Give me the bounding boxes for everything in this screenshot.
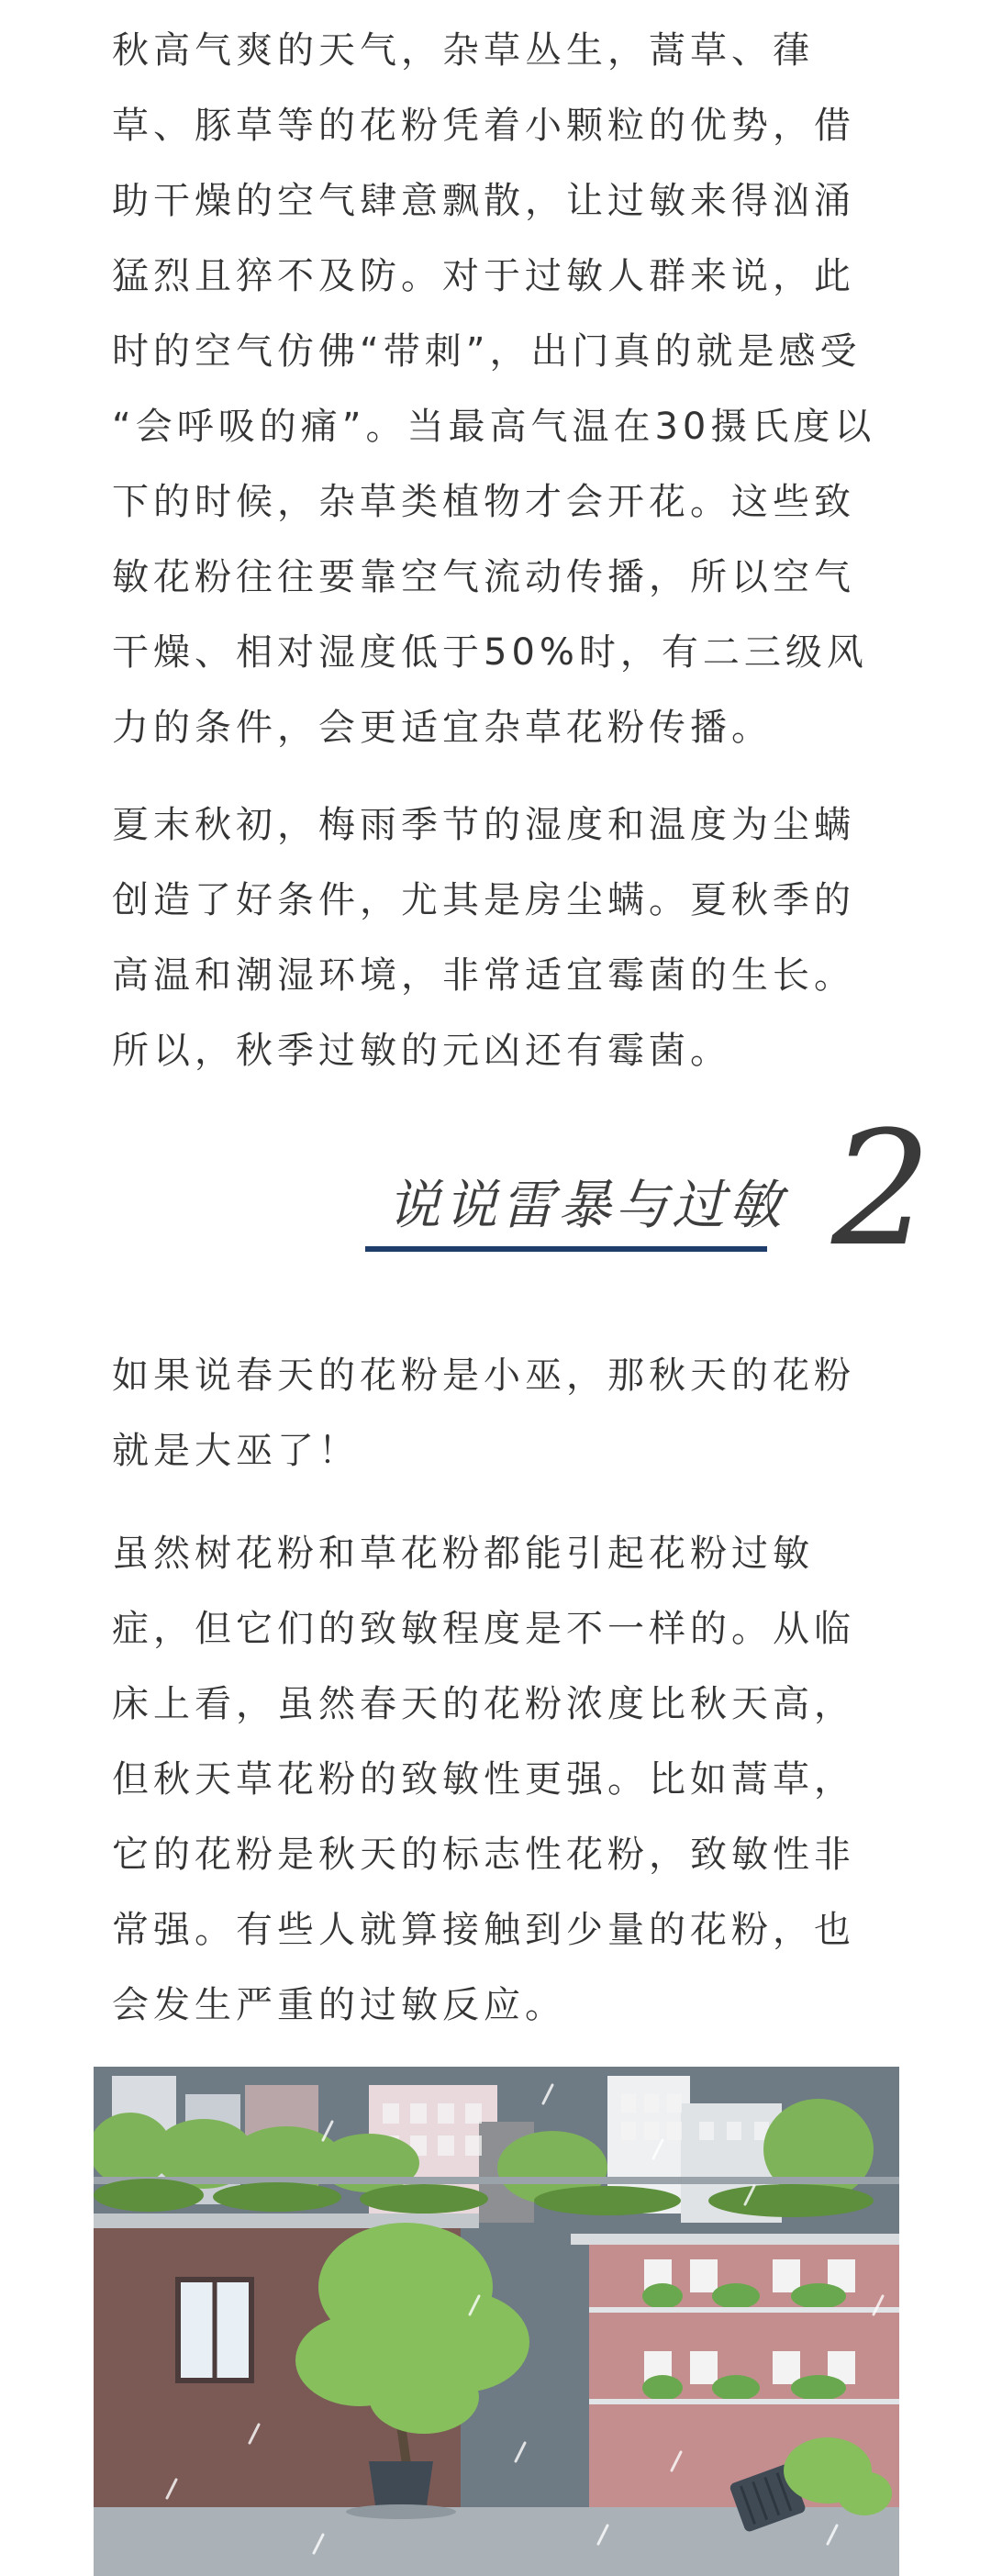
paragraph-dust-mites [112,787,855,1088]
text-line: 夏末秋初，梅雨季节的湿度和温度为尘螨 [112,804,855,846]
paragraph-spring-vs-autumn [112,1338,855,1489]
text-line: 力的条件，会更适宜杂草花粉传播。 [112,707,773,749]
text-line: 时的空气仿佛“带刺”，出门真的就是感受 [112,330,862,373]
section-header [0,1097,991,1281]
text-line: 创造了好条件，尤其是房尘螨。夏秋季的 [112,879,855,921]
text-line: 它的花粉是秋天的标志性花粉，致敏性非 [112,1834,855,1876]
text-line: 床上看，虽然春天的花粉浓度比秋天高， [112,1683,855,1725]
rooftop-railing [94,2177,899,2184]
text-line: 干燥、相对湿度低于50%时，有二三级风 [112,631,868,674]
plant-pot [369,2461,433,2512]
text-line: 就是大巫了！ [112,1430,360,1472]
text-line: 如果说春天的花粉是小巫，那秋天的花粉 [112,1355,855,1397]
text-line: 下的时候，杂草类植物才会开花。这些致 [112,481,855,523]
text-line: 会发生严重的过敏反应。 [112,1984,566,2026]
text-line: 敏花粉往往要靠空气流动传播，所以空气 [112,556,855,598]
stormy-rooftop-garden-illustration [94,2067,899,2576]
text-line: “会呼吸的痛”。当最高气温在30摄氏度以 [112,406,876,448]
paragraph-pollen-sensitization [112,1516,855,2043]
text-line: 高温和潮湿环境，非常适宜霉菌的生长。 [112,954,855,997]
text-line: 助干燥的空气肆意飘散，让过敏来得汹涌 [112,180,855,222]
text-line: 秋高气爽的天气，杂草丛生，蒿草、葎 [112,29,814,72]
text-line: 所以，秋季过敏的元凶还有霉菌。 [112,1030,731,1072]
section-underline [365,1246,767,1252]
section-number: 2 [831,1097,932,1281]
text-line: 草、豚草等的花粉凭着小颗粒的优势，借 [112,105,855,147]
section-title: 说说雷暴与过敏 [387,1174,786,1236]
text-line: 症，但它们的致敏程度是不一样的。从临 [112,1608,855,1650]
right-building-roofline [571,2234,899,2245]
text-line: 常强。有些人就算接触到少量的花粉，也 [112,1909,855,1951]
illustration-canvas [94,2067,899,2576]
text-line: 虽然树花粉和草花粉都能引起花粉过敏 [112,1533,814,1575]
text-line: 猛烈且猝不及防。对于过敏人群来说，此 [112,255,855,297]
paragraph-autumn-weeds [112,13,875,765]
text-line: 但秋天草花粉的致敏性更强。比如蒿草， [112,1758,855,1801]
